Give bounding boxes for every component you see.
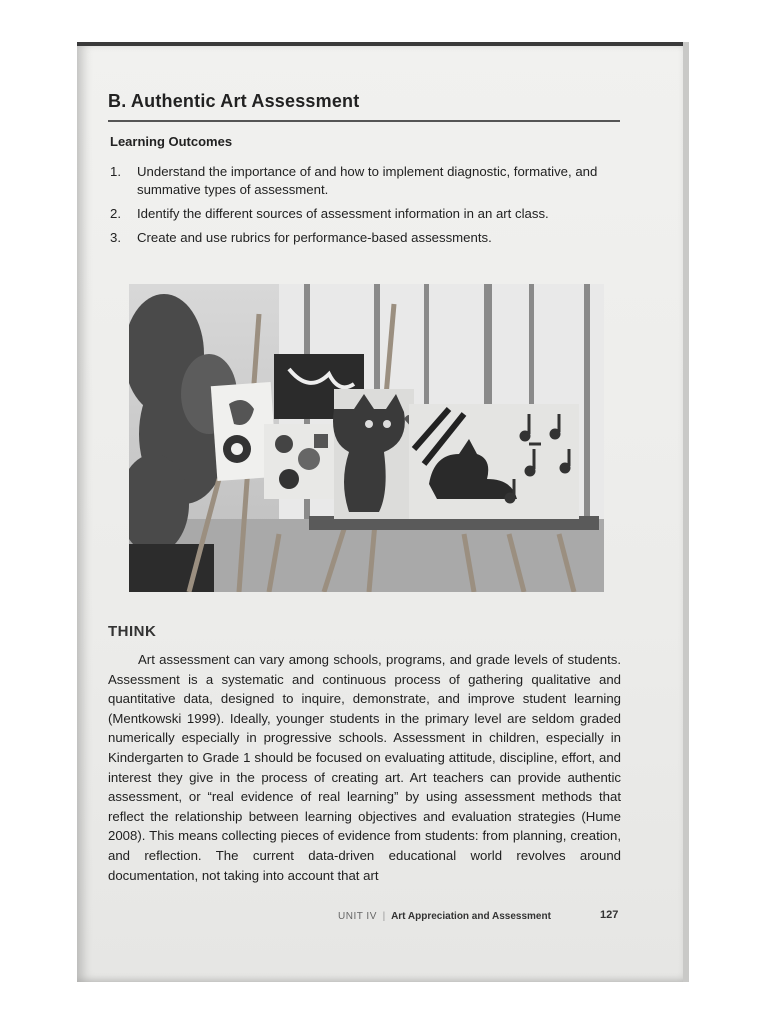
outcome-text: Create and use rubrics for performance-based assessments. xyxy=(137,230,492,245)
outcome-item xyxy=(110,205,622,223)
think-heading: THINK xyxy=(108,623,157,640)
page-top-edge xyxy=(77,42,689,46)
footer-book-title: Art Appreciation and Assessment xyxy=(391,911,551,922)
outcome-item xyxy=(110,229,622,247)
outcome-item xyxy=(110,163,622,199)
outcome-number: 2. xyxy=(110,206,121,221)
canvas-mosaic xyxy=(264,424,334,499)
learning-outcomes-heading: Learning Outcomes xyxy=(110,134,233,149)
title-rule xyxy=(108,120,620,122)
footer-separator: | xyxy=(382,911,386,922)
outcome-text: Identify the different sources of assessment information in an art class. xyxy=(137,206,549,221)
learning-outcomes-list xyxy=(110,163,622,253)
artwork-photo xyxy=(129,284,604,592)
outcome-number: 3. xyxy=(110,230,121,245)
outcome-text: Understand the importance of and how to implement diagnostic, formative, and summative types of assessment. xyxy=(137,164,598,197)
page-right-edge xyxy=(683,42,689,982)
section-title: B. Authentic Art Assessment xyxy=(108,91,360,111)
page-number: 127 xyxy=(600,909,619,921)
canvas-music-cat xyxy=(409,404,579,519)
canvas-cat xyxy=(333,389,422,519)
footer-unit: UNIT IV xyxy=(338,911,377,922)
think-paragraph: Art assessment can vary among schools, programs, and grade levels of students. Assessment is a systematic and continuous process of gathering qualitative and quantitative data, designed to inquire, demonstrate, and improve student learning (Mentkowski 1999). Ideally, younger students in the primary level are seldom graded numerically especially in progressive schools. Assessment in children, especially in Kindergarten to Grade 1 should be focused on evaluating attitude, discipline, effort, and interest they give in the process of creating art. Art teachers can provide authentic assessment, or “real evidence of real learning” by using assessment methods that reflect the relationship between learning objectives and evaluation strategies (Hume 2008). This means collecting pieces of evidence from students: from planning, creation, and reflection. The current data-driven educational world revolves around documentation, not taking into account that art xyxy=(108,652,621,883)
page-footer xyxy=(338,911,551,922)
outcome-number: 1. xyxy=(110,164,121,179)
